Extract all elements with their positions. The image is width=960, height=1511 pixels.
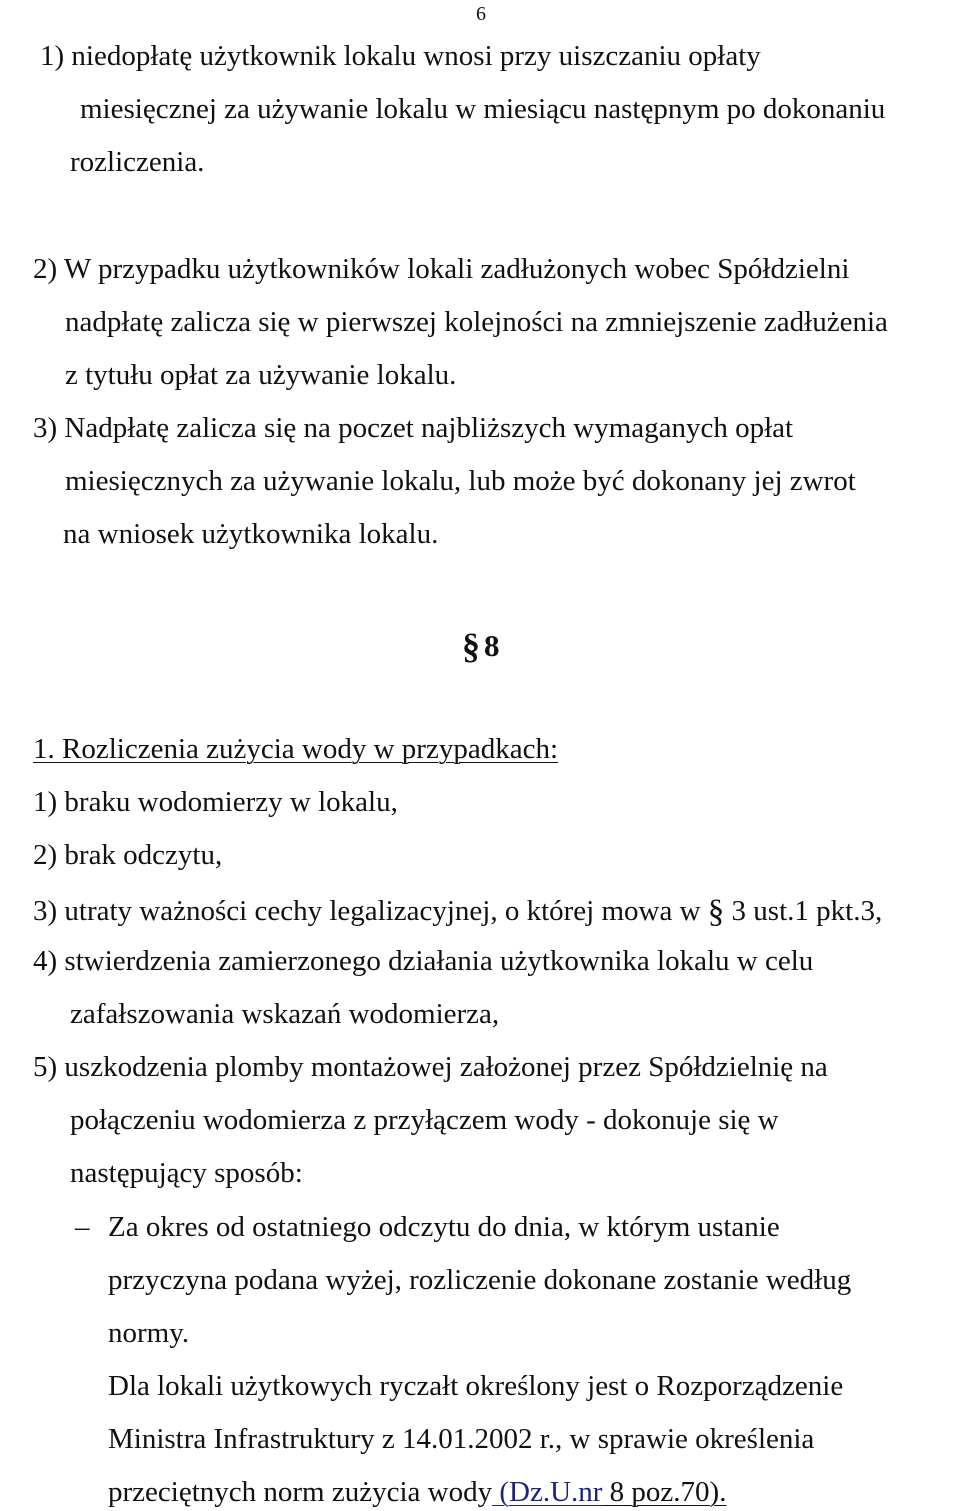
item-3-line-2: miesięcznych za używanie lokalu, lub może być dokonany jej zwrot xyxy=(65,465,856,497)
section-heading xyxy=(462,626,500,666)
s8-item-3-section-symbol: § xyxy=(707,894,725,930)
s8-item-5-line-3: następujący sposób: xyxy=(70,1157,303,1189)
bullet-line-2: przyczyna podana wyżej, rozliczenie dokonane zostanie według xyxy=(108,1264,852,1296)
section-number: 8 xyxy=(484,628,500,663)
s8-item-3-text: 3) utraty ważności cechy legalizacyjnej, o której mowa w xyxy=(33,895,701,927)
note-line-1: Dla lokali użytkowych ryczałt określony jest o Rozporządzenie xyxy=(108,1370,844,1402)
note-line-3 xyxy=(108,1478,726,1507)
page-number: 6 xyxy=(476,3,486,25)
item-2-line-2: nadpłatę zalicza się w pierwszej kolejności na zmniejszenie zadłużenia xyxy=(65,306,888,338)
item-2-line-1: 2) W przypadku użytkowników lokali zadłużonych wobec Spółdzielni xyxy=(33,253,850,285)
item-2-line-3: z tytułu opłat za używanie lokalu. xyxy=(65,359,457,391)
journal-link[interactable]: (Dz.U.nr xyxy=(492,1476,603,1508)
note-line-3-text: przeciętnych norm zużycia wody xyxy=(108,1476,493,1508)
s8-item-4-line-2: zafałszowania wskazań wodomierza, xyxy=(70,998,500,1030)
s8-item-3-ref: 3 ust.1 pkt.3, xyxy=(724,895,883,927)
section-symbol: § xyxy=(462,626,480,666)
s8-item-4-line-1: 4) stwierdzenia zamierzonego działania użytkownika lokalu w celu xyxy=(33,945,814,977)
note-line-3-ref: 8 poz.70). xyxy=(602,1476,727,1508)
s8-item-2: 2) brak odczytu, xyxy=(33,839,223,871)
bullet-dash: – xyxy=(75,1211,90,1243)
item-3-line-3: na wniosek użytkownika lokalu. xyxy=(63,518,439,550)
s8-item-1: 1) braku wodomierzy w lokalu, xyxy=(33,786,398,818)
s8-item-5-line-1: 5) uszkodzenia plomby montażowej założonej przez Spółdzielnię na xyxy=(33,1051,828,1083)
item-1-line-3: rozliczenia. xyxy=(70,146,205,178)
s8-item-3 xyxy=(33,894,883,930)
bullet-line-3: normy. xyxy=(108,1317,190,1349)
s8-item-5-line-2: połączeniu wodomierza z przyłączem wody - dokonuje się w xyxy=(70,1104,779,1136)
item-1-line-1: 1) niedopłatę użytkownik lokalu wnosi przy uiszczaniu opłaty xyxy=(40,40,761,72)
note-line-2: Ministra Infrastruktury z 14.01.2002 r., w sprawie określenia xyxy=(108,1423,815,1455)
item-1-line-2: miesięcznej za używanie lokalu w miesiącu następnym po dokonaniu xyxy=(80,93,886,125)
item-3-line-1: 3) Nadpłatę zalicza się na poczet najbliższych wymaganych opłat xyxy=(33,412,794,444)
bullet-line-1: Za okres od ostatniego odczytu do dnia, w którym ustanie xyxy=(108,1211,780,1243)
section-8-intro: 1. Rozliczenia zużycia wody w przypadkach: xyxy=(33,733,559,765)
